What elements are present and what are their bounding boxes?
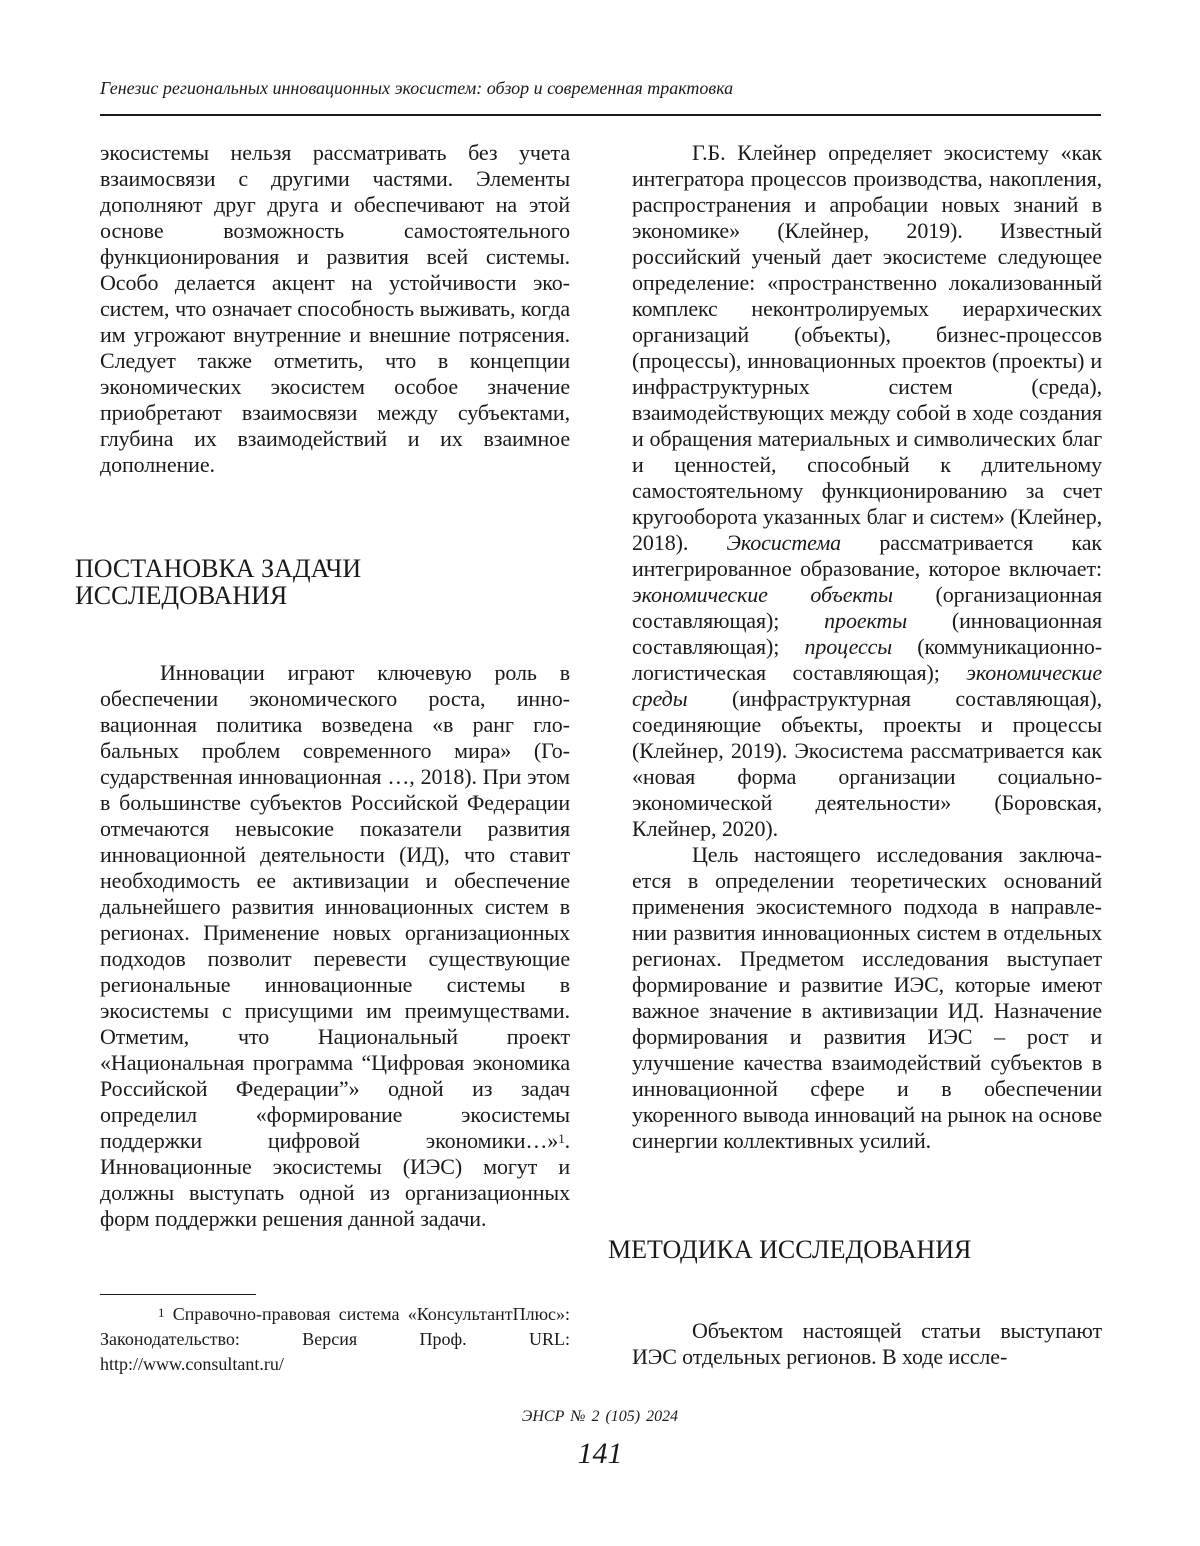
left-paragraph-2-main: Инновации играют ключевую роль в обеспечении экономического роста, инновационная политика возведена «в ранг глобальных проблем современного мира» (Государственная инновационная …, 2018). При этом в большинстве субъектов Российской Федерации отмечаются невысокие показатели развития инновационной деятельности (ИД), что ставит необходимость ее активизации и обеспечение дальнейшего развития инновационных систем в регионах. Применение новых организационных подходов позволит перевести существующие региональные инновационные системы в экосистемы с присущими им преимуществами. Отметим, что Национальный проект «Национальная программа “Цифровая экономика Российской Федерации”» одной из задач определил «формирование экосистемы поддержки цифровой экономики…»	[100, 660, 570, 1153]
right-p1-part-d: (инновационная составляющая);	[632, 608, 1102, 659]
left-paragraph-2-tail: . Инновационные экосистемы (ИЭС) могут и должны выступать одной из организационных форм поддержки решения данной задачи.	[100, 1128, 570, 1231]
term-ecosystem: Экосистема	[726, 530, 842, 555]
left-column	[100, 140, 570, 478]
right-p1-part-c: (организационная составляющая);	[632, 582, 1102, 633]
term-projects: проекты	[824, 608, 907, 633]
term-economic-environments: экономические среды	[632, 660, 1102, 711]
right-p1-part-b: рассматривается как интегрированное образование, которое включает:	[632, 530, 1102, 581]
section-heading-methodology: МЕТОДИКА ИССЛЕДОВАНИЯ	[608, 1235, 972, 1264]
header-rule	[100, 114, 1101, 116]
left-column-body	[100, 660, 570, 1232]
term-processes: процессы	[804, 634, 893, 659]
right-paragraph-1	[632, 140, 1102, 842]
right-p1-part-f: (инфраструктурная составляющая), соединяющие объекты, проекты и процессы (Клейнер, 2019). Экосистема рассматривается как «новая форма организации социально-экономической деятельности» (Боровская, Клейнер, 2020).	[632, 686, 1102, 841]
right-p1-part-e: (коммуникационно-логистическая составляющая);	[632, 634, 1103, 685]
footnote-ref[interactable]: 1	[558, 1131, 565, 1146]
journal-info: ЭНСР № 2 (105) 2024	[521, 1408, 679, 1425]
left-paragraph-1: экосистемы нельзя рассматривать без учета взаимосвязи с другими частями. Элементы дополняют друг друга и обеспечивают на этой основе возможность самостоятельного функционирования и развития всей системы. Особо делается акцент на устойчивости экосистем, что означает способность выживать, когда им угрожают внутренние и внешние потрясения. Следует также отметить, что в концепции экономических экосистем особое значение приобретают взаимосвязи между субъектами, глубина их взаимодействий и их взаимное дополнение.	[100, 140, 570, 477]
footnote-number: 1	[158, 1305, 165, 1320]
footnote	[100, 1302, 570, 1377]
right-paragraph-2: Цель настоящего исследования заключается в определении теоретических оснований применения экосистемного подхода в направлении развития инновационных систем в отдельных регионах. Предметом исследования выступает формирование и развитие ИЭС, которые имеют важное значение в активизации ИД. Назначение формирования и развития ИЭС – рост и улучшение качества взаимодействий субъектов в инновационной сфере и в обеспечении укоренного вывода инноваций на рынок на основе синергии коллективных усилий.	[632, 842, 1102, 1153]
right-p1-part-a: Г.Б. Клейнер определяет экосистему «как интегратора процессов производства, накопления, распространения и апробации новых знаний в экономике» (Клейнер, 2019). Известный российский ученый дает экосистеме следующее определение: «пространственно локализованный комплекс неконтролируемых иерархических организаций (объекты), бизнес-процессов (процессы), инновационных проектов (проекты) и инфраструктурных систем (среда), взаимодействующих между собой в ходе создания и обращения материальных и символических благ и ценностей, способный к длительному самостоятельному функционированию за счет кругооборота указанных благ и систем» (Клейнер, 2018).	[632, 140, 1102, 555]
running-header: Генезис региональных инновационных экосистем: обзор и современная трактовка	[100, 78, 734, 98]
footnote-rule	[100, 1294, 256, 1295]
term-economic-objects: экономические объекты	[632, 582, 893, 607]
section-heading-problem: ПОСТАНОВКА ЗАДАЧИ ИССЛЕДОВАНИЯ	[75, 554, 362, 610]
right-column	[632, 140, 1102, 1154]
page-number: 141	[577, 1437, 623, 1470]
footnote-text: Справочно-правовая система «КонсультантПлюс»: Законодательство: Версия Проф. URL: http://www.consultant.ru/	[100, 1304, 570, 1374]
right-column-body	[632, 1318, 1102, 1370]
right-paragraph-3: Объектом настоящей статьи выступают ИЭС отдельных регионов. В ходе иссле-	[632, 1318, 1102, 1369]
left-paragraph-2	[100, 660, 570, 1232]
